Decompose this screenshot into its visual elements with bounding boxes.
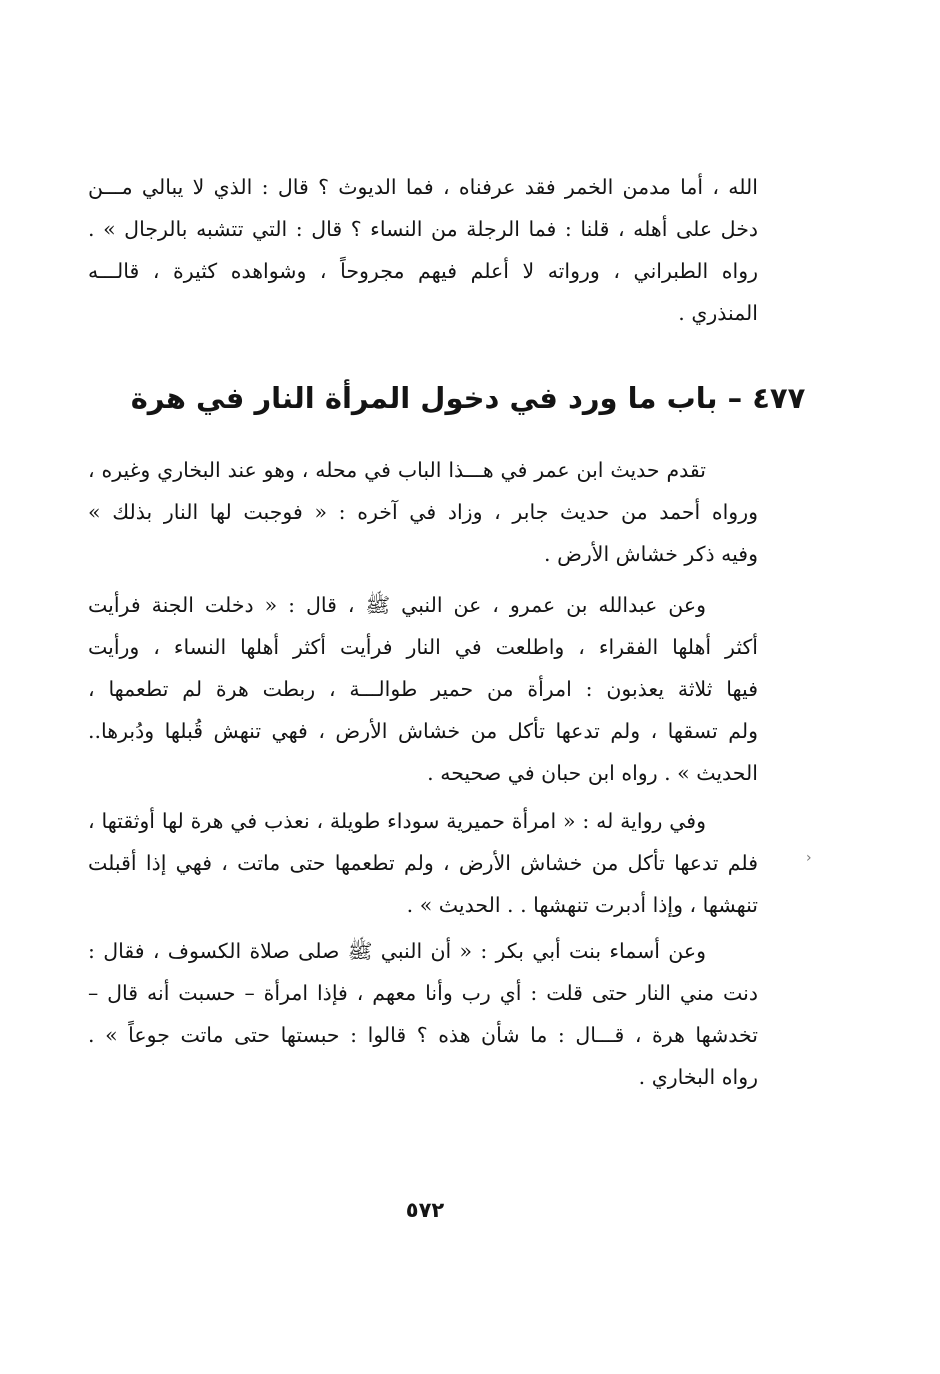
text-line: تقدم حديث ابن عمر في هـــذا الباب في محله ، وهو عند البخاري وغيره ،	[88, 458, 706, 482]
paragraph-abdullah-ibn-amr	[88, 584, 758, 794]
text-line: أكثر أهلها الفقراء ، واطلعت في النار فرأيت أكثر أهلها النساء ، ورأيت	[88, 635, 758, 659]
chapter-heading: ٤٧٧ – باب ما ورد في دخول المرأة النار في هرة	[130, 381, 806, 415]
text-line: الله ، أما مدمن الخمر فقد عرفناه ، فما الديوث ؟ قال : الذي لا يبالي مـــن	[88, 175, 758, 199]
text-line: المنذري .	[678, 301, 758, 325]
margin-mark: ›	[806, 850, 812, 866]
paragraph-another-narration	[88, 800, 758, 926]
text-line: وفيه ذكر خشاش الأرض .	[544, 542, 758, 566]
text-line: ولم تسقها ، ولم تدعها تأكل من خشاش الأرض ، فهي تنهش قُبلها ودُبرها..	[88, 719, 758, 743]
text-line: رواه الطبراني ، ورواته لا أعلم فيهم مجروحاً ، وشواهده كثيرة ، قالـــه	[88, 259, 758, 283]
text-line: دنت مني النار حتى قلت : أي رب وأنا معهم ، فإذا امرأة – حسبت أنه قال –	[88, 981, 758, 1005]
text-line: تنهشها ، وإذا أدبرت تنهشها . . الحديث » .	[406, 893, 758, 917]
text-line: دخل على أهله ، قلنا : فما الرجلة من النساء ؟ قال : التي تتشبه بالرجال » .	[88, 217, 758, 241]
text-line: ورواه أحمد من حديث جابر ، وزاد في آخره : « فوجبت لها النار بذلك »	[88, 500, 758, 524]
text-line: وعن أسماء بنت أبي بكر : « أن النبي ﷺ صلى صلاة الكسوف ، فقال :	[88, 939, 706, 963]
text-line: وفي رواية له : « امرأة حميرية سوداء طويلة ، نعذب في هرة لها أوثقتها ،	[88, 809, 706, 833]
opening-paragraph	[88, 166, 758, 334]
page-number: ٥٧٢	[405, 1198, 445, 1222]
text-line: رواه البخاري .	[638, 1065, 758, 1089]
paragraph-ibn-umar	[88, 449, 758, 575]
text-line: فيها ثلاثة يعذبون : امرأة من حمير طوالـــة ، ربطت هرة لم تطعمها ،	[88, 677, 758, 701]
text-line: الحديث » . رواه ابن حبان في صحيحه .	[427, 761, 758, 785]
text-line: فلم تدعها تأكل من خشاش الأرض ، ولم تطعمها حتى ماتت ، فهي إذا أقبلت	[88, 851, 758, 875]
paragraph-asma-bint-abi-bakr	[88, 930, 758, 1098]
text-line: وعن عبدالله بن عمرو ، عن النبي ﷺ ، قال : « دخلت الجنة فرأيت	[88, 593, 706, 617]
text-line: تخدشها هرة ، قـــال : ما شأن هذه ؟ قالوا : حبستها حتى ماتت جوعاً » .	[88, 1023, 758, 1047]
